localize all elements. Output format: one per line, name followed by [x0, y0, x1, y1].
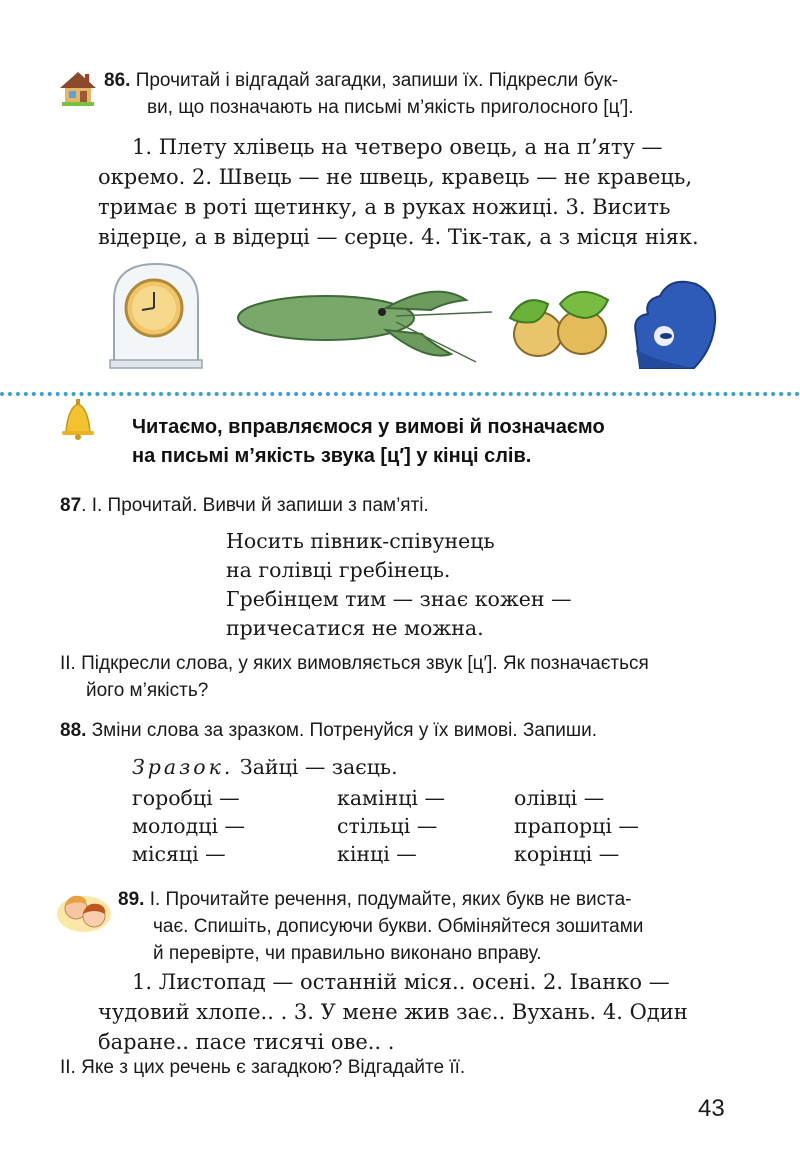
exercise-number: 89. — [118, 889, 145, 910]
crayfish-picture — [236, 272, 494, 368]
word: стільці — — [337, 814, 438, 838]
hazelnuts-picture — [504, 282, 616, 362]
section-divider — [0, 392, 800, 396]
exercise-89-instruction: 89. І. Прочитайте речення, подумайте, яких букв не виста- чає. Спишіть, дописуючи букви. Обміняйтеся зошитами й перевірте, чи правильно виконано вправу. — [118, 889, 644, 964]
word: горобці — — [132, 786, 240, 810]
exercise-87-instruction: 87. І. Прочитай. Вивчи й запиши з пам’яті. — [60, 495, 429, 516]
exercise-89-part2: ІІ. Яке з цих речень є загадкою? Відгадайте її. — [60, 1057, 466, 1078]
exercise-87-part2: ІІ. Підкресли слова, у яких вимовляється звук [ц′]. Як позначається його м’якість? — [60, 653, 649, 701]
exercise-number: 88. — [60, 720, 87, 741]
words-grid — [132, 784, 674, 868]
bell-icon — [60, 398, 96, 440]
exercise-88-instruction: 88. Зміни слова за зразком. Потренуйся у їх вимові. Запиши. — [60, 720, 597, 741]
children-icon — [56, 888, 112, 934]
word: прапорці — — [514, 814, 639, 838]
mitten-picture — [630, 276, 722, 370]
exercise-number: 86. — [104, 70, 131, 91]
word: кінці — — [337, 842, 417, 866]
sample-label: Зразок. — [132, 755, 234, 779]
word: місяці — — [132, 842, 226, 866]
clock-picture — [108, 260, 204, 370]
riddles-text: 1. Плету хлівець на четверо овець, а на п’яту — окремо. 2. Швець — не швець, кравець — не кравець, тримає в роті щетинку, а в руках ножиці. 3. Висить відерце, а в відерці — серце. 4. Тік-так, а з місця ніяк. — [98, 135, 699, 249]
house-icon — [58, 68, 98, 108]
word: молодці — — [132, 814, 246, 838]
word: камінці — — [337, 786, 445, 810]
word: корінці — — [514, 842, 620, 866]
exercise-86-instruction: 86. Прочитай і відгадай загадки, запиши їх. Підкресли бук- ви, що позначають на письмі м’якість приголосного [ц′]. — [104, 70, 634, 118]
poem: Носить півник-співунець на голівці гребінець. Гребінцем тим — знає кожен — причесатися не можна. — [226, 529, 572, 640]
sentences-text: 1. Листопад — останній міся.. осені. 2. Іванко — чудовий хлопе.. . 3. У мене жив зає.. Вухань. 4. Один бaране.. пасе тисячі ове.. . — [98, 970, 688, 1054]
sample-line: Зразок. Зайці — заєць. — [132, 755, 398, 779]
rule-box: Читаємо, вправляємося у вимові й позначаємо на письмі м’якість звука [ц′] у кінці слів. — [132, 416, 605, 467]
page-number: 43 — [698, 1095, 725, 1122]
word: олівці — — [514, 786, 605, 810]
exercise-number: 87 — [60, 495, 82, 516]
